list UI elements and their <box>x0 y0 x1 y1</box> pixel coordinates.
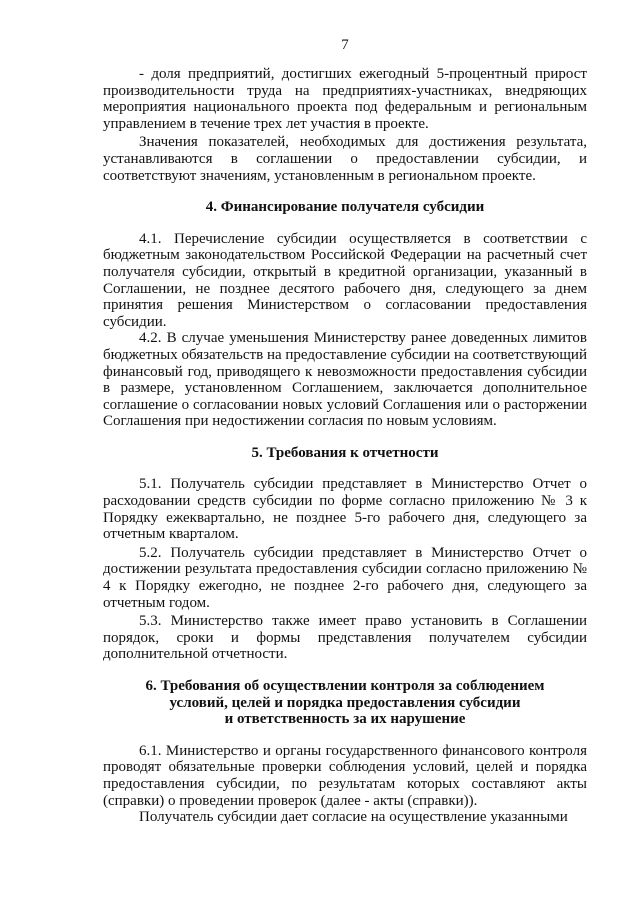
paragraph-6-consent: Получатель субсидии дает согласие на осуществление указанными <box>139 809 568 826</box>
page-number: 7 <box>341 37 349 53</box>
document-page <box>103 0 587 905</box>
paragraph-4-1: 4.1. Перечисление субсидии осуществляется в соответствии с бюджетным законодательством Российской Федерации на расчетный счет получателя субсидии, открытый в кредитной организации, указанный в Соглашении, не позднее десятого рабочего дня, следующего за днем принятия решения Министерством о согласовании предоставления субсидии. <box>103 230 587 330</box>
section-6-heading-line-1: 6. Требования об осуществлении контроля за соблюдением <box>145 678 545 694</box>
section-6-heading-line-3: и ответственность за их нарушение <box>224 711 466 728</box>
document-body <box>103 66 587 826</box>
paragraph-share-of-enterprises: - доля предприятий, достигших ежегодный 5-процентный прирост производительности труда на предприятиях-участниках, внедряющих мероприятия национального проекта под федеральным и региональным управлением в течение трех лет участия в проекте. <box>103 66 587 132</box>
paragraph-indicator-values: Значения показателей, необходимых для достижения результата, устанавливаются в соглашении о предоставлении субсидии, и соответствуют значениям, установленным в региональном проекте. <box>103 134 587 184</box>
section-5-heading: 5. Требования к отчетности <box>251 444 439 461</box>
section-6-heading-line-2: условий, целей и порядка предоставления субсидии <box>169 694 521 711</box>
section-4-heading: 4. Финансирование получателя субсидии <box>205 199 485 216</box>
paragraph-4-2: 4.2. В случае уменьшения Министерству ранее доведенных лимитов бюджетных обязательств на предоставление субсидии на соответствующий финансовый год, приводящего к невозможности предоставления субсидии в размере, установленном Соглашением, заключается дополнительное соглашение о согласовании новых условий Соглашения или о расторжении Соглашения при недостижении согласия по новым условиям. <box>103 330 587 430</box>
paragraph-6-1: 6.1. Министерство и органы государственного финансового контроля проводят обязательные проверки соблюдения условий, целей и порядка предоставления субсидии, по результатам которых составляют акты (справки) о проведении проверок (далее - акты (справки)). <box>103 742 587 809</box>
paragraph-5-3: 5.3. Министерство также имеет право установить в Соглашении порядок, сроки и формы представления получателем субсидии дополнительной отчетности. <box>103 613 587 663</box>
paragraph-5-1: 5.1. Получатель субсидии представляет в Министерство Отчет о расходовании средств субсидии по форме согласно приложению № 3 к Порядку ежеквартально, не позднее 5-го рабочего дня, следующего за отчетным кварталом. <box>103 476 587 543</box>
paragraph-5-2: 5.2. Получатель субсидии представляет в Министерство Отчет о достижении результата предоставления субсидии согласно приложению № 4 к Порядку ежегодно, не позднее 2-го рабочего дня, следующего за отчетным годом. <box>103 544 587 611</box>
section-6-heading <box>103 678 587 728</box>
